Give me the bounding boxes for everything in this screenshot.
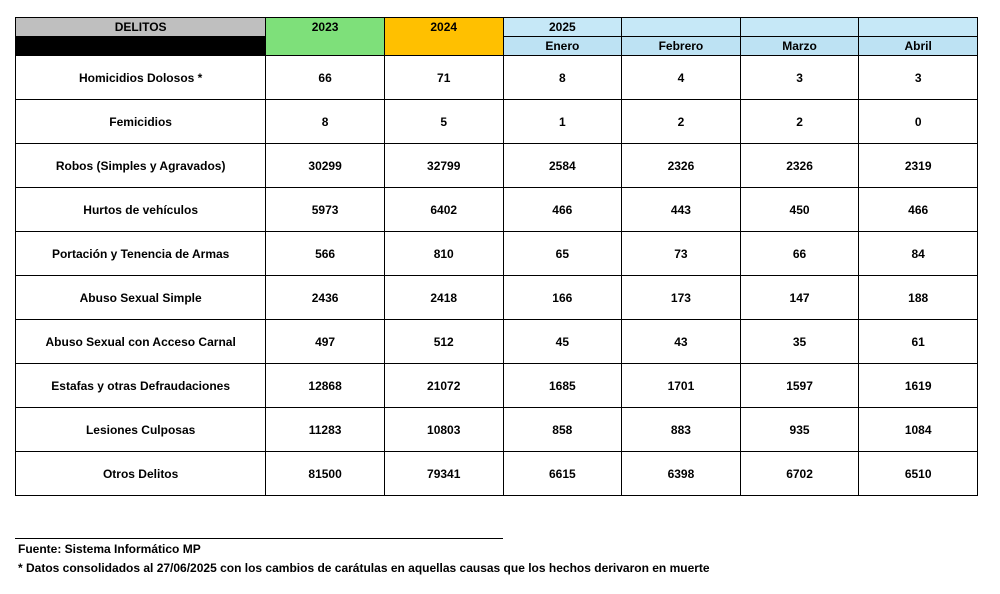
table-cell: 6615 bbox=[503, 452, 622, 496]
table-cell: 566 bbox=[266, 232, 385, 276]
table-cell: 10803 bbox=[384, 408, 503, 452]
header-black-bar bbox=[16, 37, 266, 56]
header-2023: 2023 bbox=[266, 18, 385, 56]
table-cell: 1619 bbox=[859, 364, 978, 408]
table-cell: 2 bbox=[622, 100, 741, 144]
table-cell: 2326 bbox=[622, 144, 741, 188]
header-delitos: DELITOS bbox=[16, 18, 266, 37]
table-cell: 66 bbox=[740, 232, 859, 276]
row-label: Robos (Simples y Agravados) bbox=[16, 144, 266, 188]
table-row bbox=[16, 320, 978, 364]
table-cell: 883 bbox=[622, 408, 741, 452]
table-row bbox=[16, 276, 978, 320]
header-2024: 2024 bbox=[384, 18, 503, 56]
table-row bbox=[16, 56, 978, 100]
header-blank-3 bbox=[859, 18, 978, 37]
table-cell: 1701 bbox=[622, 364, 741, 408]
table-cell: 12868 bbox=[266, 364, 385, 408]
table-row bbox=[16, 144, 978, 188]
table-cell: 71 bbox=[384, 56, 503, 100]
table-cell: 2436 bbox=[266, 276, 385, 320]
table-row bbox=[16, 408, 978, 452]
table-cell: 147 bbox=[740, 276, 859, 320]
row-label: Estafas y otras Defraudaciones bbox=[16, 364, 266, 408]
table-cell: 43 bbox=[622, 320, 741, 364]
table-cell: 497 bbox=[266, 320, 385, 364]
table-row bbox=[16, 100, 978, 144]
table-cell: 30299 bbox=[266, 144, 385, 188]
table-cell: 1 bbox=[503, 100, 622, 144]
table-cell: 81500 bbox=[266, 452, 385, 496]
table-row bbox=[16, 232, 978, 276]
header-row-top bbox=[16, 18, 978, 37]
table-cell: 4 bbox=[622, 56, 741, 100]
table-cell: 6402 bbox=[384, 188, 503, 232]
table-cell: 1685 bbox=[503, 364, 622, 408]
table-cell: 935 bbox=[740, 408, 859, 452]
table-cell: 32799 bbox=[384, 144, 503, 188]
table-cell: 810 bbox=[384, 232, 503, 276]
table-cell: 0 bbox=[859, 100, 978, 144]
table-cell: 21072 bbox=[384, 364, 503, 408]
table-cell: 3 bbox=[859, 56, 978, 100]
table-cell: 5973 bbox=[266, 188, 385, 232]
table-cell: 79341 bbox=[384, 452, 503, 496]
row-label: Abuso Sexual Simple bbox=[16, 276, 266, 320]
table-cell: 2418 bbox=[384, 276, 503, 320]
row-label: Portación y Tenencia de Armas bbox=[16, 232, 266, 276]
table-cell: 61 bbox=[859, 320, 978, 364]
table-cell: 443 bbox=[622, 188, 741, 232]
header-month-febrero: Febrero bbox=[622, 37, 741, 56]
row-label: Homicidios Dolosos * bbox=[16, 56, 266, 100]
table-cell: 858 bbox=[503, 408, 622, 452]
table-cell: 6702 bbox=[740, 452, 859, 496]
table-cell: 188 bbox=[859, 276, 978, 320]
table-cell: 6398 bbox=[622, 452, 741, 496]
table-cell: 450 bbox=[740, 188, 859, 232]
table-cell: 2 bbox=[740, 100, 859, 144]
row-label: Otros Delitos bbox=[16, 452, 266, 496]
table-cell: 2326 bbox=[740, 144, 859, 188]
crime-statistics-table bbox=[15, 17, 978, 496]
footer-divider bbox=[15, 538, 503, 539]
table-cell: 8 bbox=[503, 56, 622, 100]
table-cell: 73 bbox=[622, 232, 741, 276]
table-cell: 66 bbox=[266, 56, 385, 100]
footer-source: Fuente: Sistema Informático MP bbox=[18, 542, 201, 556]
table-cell: 35 bbox=[740, 320, 859, 364]
table-cell: 5 bbox=[384, 100, 503, 144]
header-blank-2 bbox=[740, 18, 859, 37]
table-cell: 8 bbox=[266, 100, 385, 144]
table-cell: 466 bbox=[859, 188, 978, 232]
table-cell: 65 bbox=[503, 232, 622, 276]
header-2025: 2025 bbox=[503, 18, 622, 37]
table-cell: 2584 bbox=[503, 144, 622, 188]
header-month-enero: Enero bbox=[503, 37, 622, 56]
header-blank-1 bbox=[622, 18, 741, 37]
row-label: Femicidios bbox=[16, 100, 266, 144]
table-cell: 84 bbox=[859, 232, 978, 276]
header-month-marzo: Marzo bbox=[740, 37, 859, 56]
table-cell: 45 bbox=[503, 320, 622, 364]
row-label: Abuso Sexual con Acceso Carnal bbox=[16, 320, 266, 364]
table-cell: 166 bbox=[503, 276, 622, 320]
table-cell: 11283 bbox=[266, 408, 385, 452]
table-cell: 1084 bbox=[859, 408, 978, 452]
table-row bbox=[16, 364, 978, 408]
table-cell: 6510 bbox=[859, 452, 978, 496]
table-row bbox=[16, 188, 978, 232]
table-cell: 173 bbox=[622, 276, 741, 320]
footer-note: * Datos consolidados al 27/06/2025 con los cambios de carátulas en aquellas causas que los hechos derivaron en muerte bbox=[18, 561, 710, 575]
table-cell: 466 bbox=[503, 188, 622, 232]
table-cell: 3 bbox=[740, 56, 859, 100]
table-cell: 512 bbox=[384, 320, 503, 364]
table-cell: 2319 bbox=[859, 144, 978, 188]
row-label: Hurtos de vehículos bbox=[16, 188, 266, 232]
table-row bbox=[16, 452, 978, 496]
table-cell: 1597 bbox=[740, 364, 859, 408]
header-month-abril: Abril bbox=[859, 37, 978, 56]
row-label: Lesiones Culposas bbox=[16, 408, 266, 452]
